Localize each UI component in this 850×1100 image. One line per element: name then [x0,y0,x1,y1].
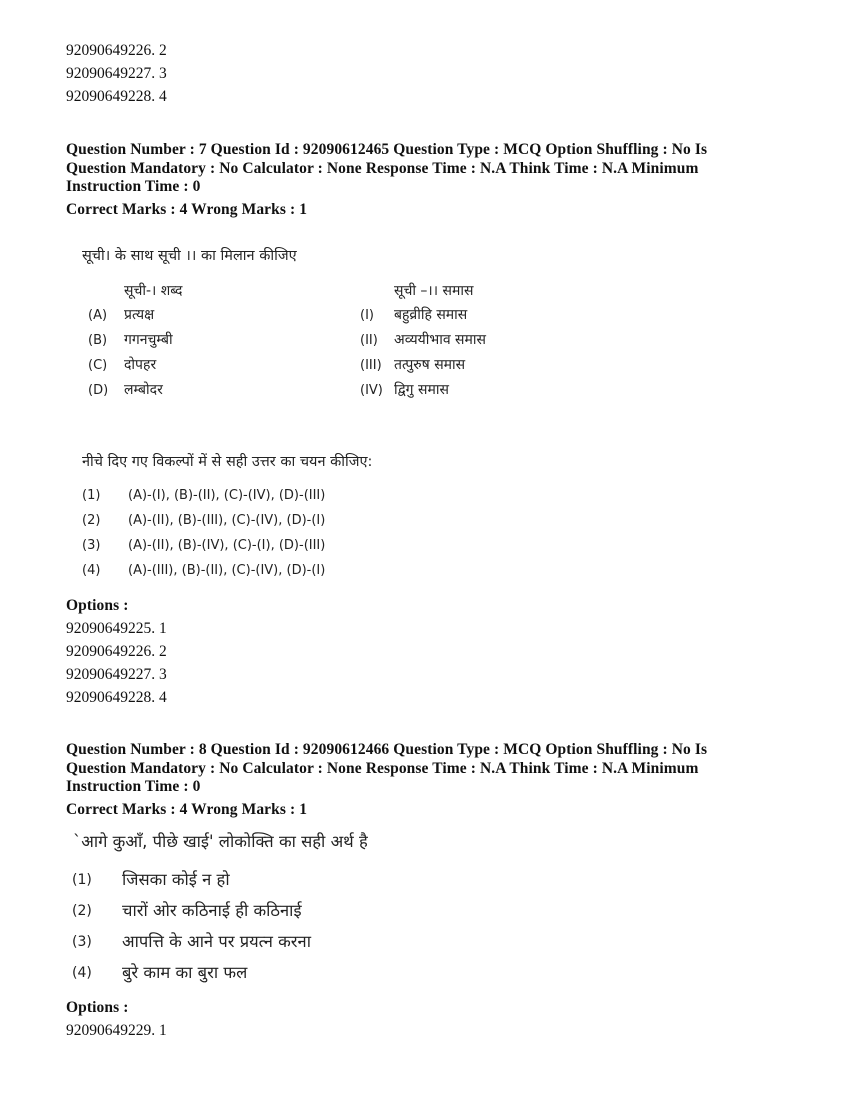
q8-options-label: Options : [66,999,129,1016]
list1-item: गगनचुम्बी [124,332,173,348]
option-line: 92090649227. 3 [66,65,167,82]
option-line: 92090649229. 1 [66,1022,167,1039]
option-line: 92090649226. 2 [66,643,167,660]
choice-text: जिसका कोई न हो [122,870,230,889]
choice-number: (3) [82,538,101,553]
choice-number: (1) [72,872,92,888]
list2-key: (III) [360,358,382,373]
list1-key: (B) [88,333,108,348]
list2-key: (II) [360,333,378,348]
option-line: 92090649228. 4 [66,88,167,105]
q8-header-line3: Instruction Time : 0 [66,778,201,795]
choice-number: (1) [82,488,101,503]
q7-instruction: नीचे दिए गए विकल्पों में से सही उत्तर का चयन कीजिए: [82,454,373,470]
list2-item: तत्पुरुष समास [394,357,466,373]
q8-header-line2: Question Mandatory : No Calculator : None Response Time : N.A Think Time : N.A Minimum [66,760,699,777]
list1-key: (C) [88,358,108,373]
q7-header-line3: Instruction Time : 0 [66,178,201,195]
list1-item: दोपहर [124,357,157,373]
choice-number: (2) [72,903,92,919]
choice-text: बुरे काम का बुरा फल [122,963,248,982]
q8-marks: Correct Marks : 4 Wrong Marks : 1 [66,801,308,818]
choice-text: आपत्ति के आने पर प्रयत्न करना [122,932,311,951]
q7-header-line1: Question Number : 7 Question Id : 92090612465 Question Type : MCQ Option Shuffling : No Is [66,141,708,158]
option-line: 92090649228. 4 [66,689,167,706]
list1-item: लम्बोदर [124,382,163,398]
list2-item: अव्ययीभाव समास [394,332,486,348]
choice-number: (4) [72,965,92,981]
q8-prompt: `आगे कुआँ, पीछे खाई' लोकोक्ति का सही अर्थ है [73,832,368,851]
list1-heading: सूची-। शब्द [124,283,183,299]
choice-text: (A)-(I), (B)-(II), (C)-(IV), (D)-(III) [128,488,326,503]
choice-number: (3) [72,934,92,950]
option-line: 92090649225. 1 [66,620,167,637]
q7-header-line2: Question Mandatory : No Calculator : None Response Time : N.A Think Time : N.A Minimum [66,160,699,177]
list2-key: (I) [360,308,374,323]
option-line: 92090649227. 3 [66,666,167,683]
option-line: 92090649226. 2 [66,42,167,59]
list2-item: द्विगु समास [394,382,449,398]
list2-key: (IV) [360,383,383,398]
choice-text: (A)-(II), (B)-(IV), (C)-(I), (D)-(III) [128,538,326,553]
q7-marks: Correct Marks : 4 Wrong Marks : 1 [66,201,308,218]
q7-prompt: सूची। के साथ सूची ।। का मिलान कीजिए [82,248,297,264]
list2-item: बहुव्रीहि समास [394,307,468,323]
choice-text: (A)-(II), (B)-(III), (C)-(IV), (D)-(I) [128,513,326,528]
choice-number: (4) [82,563,101,578]
list2-heading: सूची –।। समास [394,283,474,299]
choice-text: चारों ओर कठिनाई ही कठिनाई [122,901,302,920]
choice-text: (A)-(III), (B)-(II), (C)-(IV), (D)-(I) [128,563,326,578]
list1-key: (A) [88,308,108,323]
list1-item: प्रत्यक्ष [124,307,155,323]
q8-header-line1: Question Number : 8 Question Id : 92090612466 Question Type : MCQ Option Shuffling : No Is [66,741,708,758]
choice-number: (2) [82,513,101,528]
list1-key: (D) [88,383,109,398]
q7-options-label: Options : [66,597,129,614]
